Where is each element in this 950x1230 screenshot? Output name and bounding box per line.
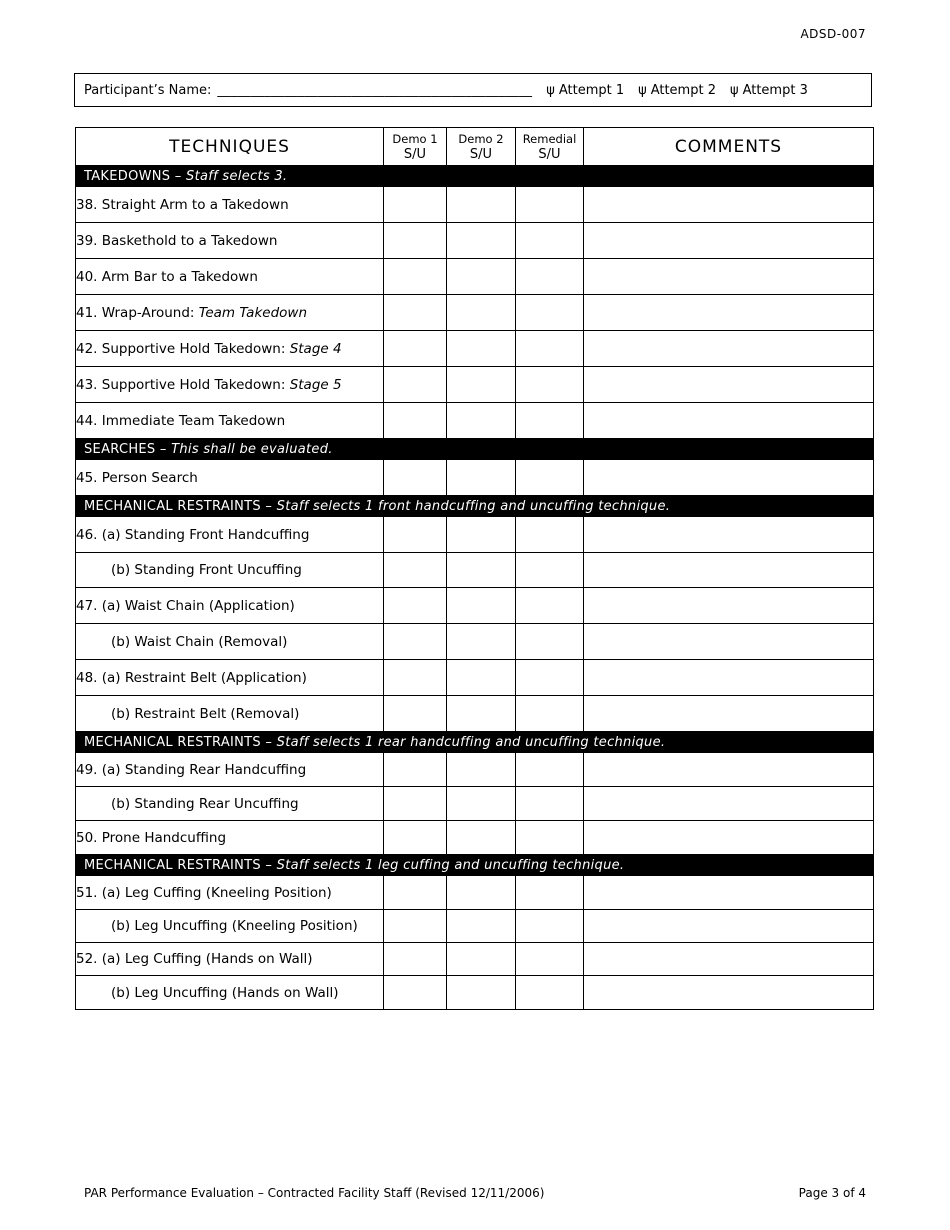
demo1-cell[interactable]: [384, 696, 447, 732]
demo1-cell[interactable]: [384, 331, 447, 367]
demo2-cell[interactable]: [447, 517, 516, 553]
demo1-header-scale: S/U: [403, 146, 427, 162]
technique-label: [76, 460, 384, 496]
demo1-cell[interactable]: [384, 821, 447, 855]
technique-text: 44. Immediate Team Takedown: [76, 412, 286, 429]
comments-cell[interactable]: [584, 976, 874, 1010]
technique-row: [76, 187, 874, 223]
attempt-3-label: Attempt 3: [742, 82, 808, 98]
section-header-cell: [76, 439, 874, 460]
remedial-cell[interactable]: [516, 624, 584, 660]
demo1-cell[interactable]: [384, 787, 447, 821]
remedial-cell[interactable]: [516, 753, 584, 787]
technique-label: [76, 696, 384, 732]
technique-row: [76, 876, 874, 910]
demo1-cell[interactable]: [384, 517, 447, 553]
demo2-cell[interactable]: [447, 460, 516, 496]
demo2-cell[interactable]: [447, 624, 516, 660]
comments-cell[interactable]: [584, 753, 874, 787]
technique-row: [76, 943, 874, 976]
demo1-cell[interactable]: [384, 910, 447, 943]
technique-label: [76, 553, 384, 588]
technique-text-italic: Team Takedown: [198, 304, 308, 321]
demo2-cell[interactable]: [447, 553, 516, 588]
attempt-1-option[interactable]: [546, 83, 624, 98]
demo1-header-label: Demo 1: [392, 131, 438, 146]
comments-cell[interactable]: [584, 821, 874, 855]
technique-row: [76, 259, 874, 295]
demo2-header-label: Demo 2: [458, 131, 504, 146]
footer-title: PAR Performance Evaluation – Contracted Facility Staff (Revised 12/11/2006): [84, 1186, 545, 1200]
section-header: [76, 732, 874, 753]
remedial-cell[interactable]: [516, 367, 584, 403]
remedial-cell[interactable]: [516, 910, 584, 943]
demo1-cell[interactable]: [384, 403, 447, 439]
comments-header: COMMENTS: [584, 128, 874, 166]
comments-cell[interactable]: [584, 696, 874, 732]
attempt-2-label: Attempt 2: [650, 82, 716, 98]
demo2-header: [447, 128, 516, 166]
remedial-cell[interactable]: [516, 295, 584, 331]
section-header-cell: [76, 496, 874, 517]
technique-text: 38. Straight Arm to a Takedown: [76, 196, 289, 213]
technique-text: 42. Supportive Hold Takedown:: [76, 340, 290, 357]
section-note: This shall be evaluated.: [171, 441, 333, 457]
demo2-cell[interactable]: [447, 696, 516, 732]
demo2-cell[interactable]: [447, 943, 516, 976]
comments-cell[interactable]: [584, 624, 874, 660]
remedial-cell[interactable]: [516, 787, 584, 821]
technique-label: [76, 331, 384, 367]
comments-cell[interactable]: [584, 588, 874, 624]
remedial-cell[interactable]: [516, 517, 584, 553]
technique-label: [76, 943, 384, 976]
attempt-1-label: Attempt 1: [558, 82, 625, 98]
section-note: Staff selects 1 leg cuffing and uncuffing technique.: [276, 857, 625, 873]
demo1-cell[interactable]: [384, 976, 447, 1010]
remedial-cell[interactable]: [516, 553, 584, 588]
section-title: MECHANICAL RESTRAINTS –: [84, 498, 277, 514]
technique-label: [76, 588, 384, 624]
demo1-cell[interactable]: [384, 367, 447, 403]
section-note: Staff selects 3.: [186, 168, 288, 184]
demo2-cell[interactable]: [447, 588, 516, 624]
technique-label: [76, 753, 384, 787]
technique-text: (b) Leg Uncuffing (Hands on Wall): [111, 984, 339, 1001]
technique-row: [76, 660, 874, 696]
technique-row: [76, 624, 874, 660]
technique-text: (b) Standing Rear Uncuffing: [111, 795, 299, 812]
comments-cell[interactable]: [584, 553, 874, 588]
comments-cell[interactable]: [584, 259, 874, 295]
technique-text: 51. (a) Leg Cuffing (Kneeling Position): [76, 884, 332, 901]
remedial-cell[interactable]: [516, 331, 584, 367]
section-title: SEARCHES –: [84, 441, 172, 457]
demo1-cell[interactable]: [384, 460, 447, 496]
demo1-cell[interactable]: [384, 187, 447, 223]
demo2-cell[interactable]: [447, 660, 516, 696]
technique-row: [76, 517, 874, 553]
remedial-header: [516, 128, 584, 166]
form-id: ADSD-007: [800, 27, 866, 41]
technique-row: [76, 367, 874, 403]
technique-label: [76, 517, 384, 553]
technique-label: [76, 876, 384, 910]
demo1-cell[interactable]: [384, 624, 447, 660]
technique-label: [76, 223, 384, 259]
demo2-cell[interactable]: [447, 331, 516, 367]
technique-label: [76, 821, 384, 855]
technique-text: 43. Supportive Hold Takedown:: [76, 376, 290, 393]
comments-cell[interactable]: [584, 187, 874, 223]
remedial-cell[interactable]: [516, 976, 584, 1010]
technique-row: [76, 331, 874, 367]
technique-label: [76, 976, 384, 1010]
comments-cell[interactable]: [584, 876, 874, 910]
section-title: MECHANICAL RESTRAINTS –: [84, 734, 277, 750]
attempt-2-option[interactable]: [638, 83, 716, 98]
demo1-cell[interactable]: [384, 753, 447, 787]
comments-cell[interactable]: [584, 787, 874, 821]
comments-cell[interactable]: [584, 517, 874, 553]
section-header-cell: [76, 166, 874, 187]
technique-text: (b) Waist Chain (Removal): [111, 633, 288, 650]
comments-cell[interactable]: [584, 403, 874, 439]
remedial-cell[interactable]: [516, 588, 584, 624]
technique-text: 52. (a) Leg Cuffing (Hands on Wall): [76, 951, 313, 967]
demo2-cell[interactable]: [447, 295, 516, 331]
remedial-header-label: Remedial: [522, 131, 577, 146]
comments-cell[interactable]: [584, 460, 874, 496]
technique-row: [76, 223, 874, 259]
page-number: Page 3 of 4: [798, 1186, 866, 1200]
demo1-header: [384, 128, 447, 166]
technique-row: [76, 460, 874, 496]
technique-label: [76, 787, 384, 821]
demo2-cell[interactable]: [447, 753, 516, 787]
comments-cell[interactable]: [584, 943, 874, 976]
comments-cell[interactable]: [584, 367, 874, 403]
remedial-cell[interactable]: [516, 223, 584, 259]
technique-text: 39. Baskethold to a Takedown: [76, 232, 278, 249]
techniques-table: [75, 127, 874, 1010]
technique-text: 45. Person Search: [76, 469, 198, 486]
section-note: Staff selects 1 rear handcuffing and uncuffing technique.: [276, 734, 666, 750]
technique-text: (b) Standing Front Uncuffing: [111, 562, 302, 578]
technique-row: [76, 976, 874, 1010]
demo1-cell[interactable]: [384, 943, 447, 976]
technique-text-italic: Stage 5: [289, 376, 342, 393]
section-header: [76, 496, 874, 517]
demo2-cell[interactable]: [447, 259, 516, 295]
section-note: Staff selects 1 front handcuffing and uncuffing technique.: [276, 498, 671, 514]
comments-cell[interactable]: [584, 223, 874, 259]
attempt-2-checkbox[interactable]: ψ: [638, 82, 647, 98]
demo1-cell[interactable]: [384, 259, 447, 295]
remedial-cell[interactable]: [516, 943, 584, 976]
technique-text: 47. (a) Waist Chain (Application): [76, 597, 295, 614]
technique-label: [76, 187, 384, 223]
demo2-cell[interactable]: [447, 187, 516, 223]
technique-row: [76, 910, 874, 943]
remedial-cell[interactable]: [516, 259, 584, 295]
technique-row: [76, 696, 874, 732]
technique-text: 40. Arm Bar to a Takedown: [76, 268, 258, 285]
demo1-cell[interactable]: [384, 660, 447, 696]
demo1-cell[interactable]: [384, 295, 447, 331]
demo2-cell[interactable]: [447, 787, 516, 821]
demo1-cell[interactable]: [384, 588, 447, 624]
attempt-3-option[interactable]: [730, 83, 808, 98]
techniques-header: TECHNIQUES: [76, 128, 384, 166]
technique-text: 48. (a) Restraint Belt (Application): [76, 669, 307, 686]
technique-label: [76, 295, 384, 331]
technique-text: 41. Wrap-Around:: [76, 304, 199, 321]
technique-row: [76, 753, 874, 787]
technique-row: [76, 821, 874, 855]
participant-name-box: [74, 73, 872, 107]
section-header-cell: [76, 732, 874, 753]
remedial-header-scale: S/U: [538, 146, 561, 162]
technique-label: [76, 403, 384, 439]
demo2-cell[interactable]: [447, 403, 516, 439]
technique-text: (b) Restraint Belt (Removal): [111, 705, 300, 722]
technique-row: [76, 553, 874, 588]
participant-name-field[interactable]: _______________________________________________: [217, 82, 533, 98]
section-title: MECHANICAL RESTRAINTS –: [84, 857, 277, 873]
comments-cell[interactable]: [584, 660, 874, 696]
technique-text-italic: Stage 4: [289, 340, 342, 357]
remedial-cell[interactable]: [516, 403, 584, 439]
technique-text: 46. (a) Standing Front Handcuffing: [76, 526, 310, 543]
section-header: [76, 855, 874, 876]
demo1-cell[interactable]: [384, 876, 447, 910]
technique-row: [76, 588, 874, 624]
demo1-cell[interactable]: [384, 553, 447, 588]
technique-row: [76, 787, 874, 821]
comments-cell[interactable]: [584, 295, 874, 331]
remedial-cell[interactable]: [516, 187, 584, 223]
section-header: [76, 166, 874, 187]
demo2-cell[interactable]: [447, 876, 516, 910]
comments-cell[interactable]: [584, 331, 874, 367]
demo2-cell[interactable]: [447, 367, 516, 403]
demo2-cell[interactable]: [447, 976, 516, 1010]
technique-text: 49. (a) Standing Rear Handcuffing: [76, 761, 307, 778]
technique-row: [76, 295, 874, 331]
remedial-cell[interactable]: [516, 696, 584, 732]
technique-text: (b) Leg Uncuffing (Kneeling Position): [111, 918, 358, 934]
comments-cell[interactable]: [584, 910, 874, 943]
technique-label: [76, 624, 384, 660]
technique-label: [76, 660, 384, 696]
section-header: [76, 439, 874, 460]
attempt-3-checkbox[interactable]: ψ: [729, 82, 739, 98]
section-title: TAKEDOWNS –: [84, 168, 187, 184]
attempt-1-checkbox[interactable]: ψ: [546, 82, 555, 98]
demo2-header-scale: S/U: [469, 146, 493, 162]
technique-label: [76, 367, 384, 403]
demo1-cell[interactable]: [384, 223, 447, 259]
remedial-cell[interactable]: [516, 876, 584, 910]
technique-label: [76, 259, 384, 295]
remedial-cell[interactable]: [516, 660, 584, 696]
technique-text: 50. Prone Handcuffing: [76, 829, 227, 846]
remedial-cell[interactable]: [516, 460, 584, 496]
technique-row: [76, 403, 874, 439]
section-header-cell: [76, 855, 874, 876]
participant-name-label: Participant’s Name:: [84, 82, 212, 98]
remedial-cell[interactable]: [516, 821, 584, 855]
demo2-cell[interactable]: [447, 223, 516, 259]
technique-label: [76, 910, 384, 943]
table-header-row: [76, 128, 874, 166]
demo2-cell[interactable]: [447, 910, 516, 943]
demo2-cell[interactable]: [447, 821, 516, 855]
